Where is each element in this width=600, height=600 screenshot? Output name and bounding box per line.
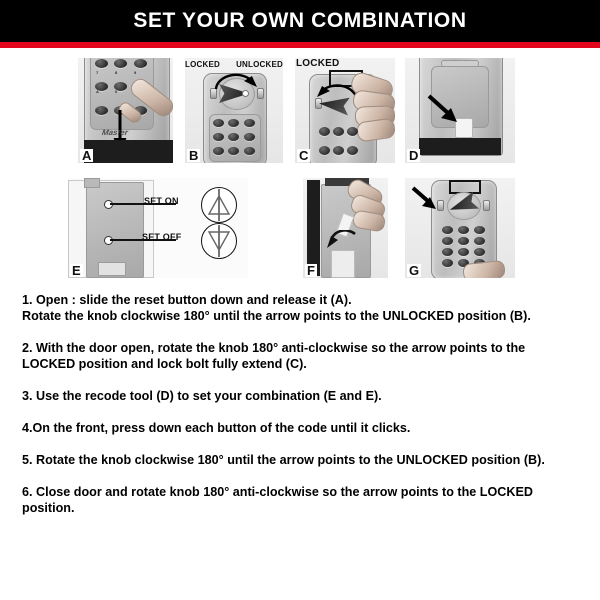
keypad-button xyxy=(333,127,344,136)
instruction-line: 1. Open : slide the reset button down and release it (A). xyxy=(22,293,352,307)
keypad-button xyxy=(228,133,239,141)
keypad-button xyxy=(474,237,485,245)
diagonal-arrow-icon xyxy=(427,94,461,126)
figure-panel-d xyxy=(405,58,515,163)
keypad-button xyxy=(458,237,469,245)
keypad-button xyxy=(458,248,469,256)
keypad-button xyxy=(442,259,453,267)
instruction-step xyxy=(22,484,584,516)
state-label-locked: LOCKED xyxy=(296,58,340,69)
panel-label-d: D xyxy=(409,148,419,163)
keypad-label: C xyxy=(96,108,99,113)
keypad-button xyxy=(347,127,358,136)
keypad-button xyxy=(228,119,239,127)
hand-illustration xyxy=(462,260,506,278)
keypad-button xyxy=(244,119,255,127)
diagonal-arrow-icon xyxy=(411,186,439,212)
set-off-pin xyxy=(104,236,113,245)
hinge-tab xyxy=(84,178,100,188)
panel-label-e: E xyxy=(72,263,81,278)
state-label-locked: LOCKED xyxy=(185,60,220,69)
figure-panel-e xyxy=(68,178,248,278)
set-off-label: SET OFF xyxy=(142,232,182,242)
set-on-label: SET ON xyxy=(144,196,179,206)
set-on-pin xyxy=(104,200,113,209)
instruction-line: LOCKED position and lock bolt fully extend (C). xyxy=(22,357,307,371)
keypad-button xyxy=(333,146,344,155)
keypad-label: 7 xyxy=(96,70,99,75)
bottom-slot xyxy=(98,262,126,276)
instruction-line: 6. Close door and rotate knob 180° anti-clockwise so the arrow points to the LOCKED xyxy=(22,485,533,499)
panel-label-a: A xyxy=(82,148,92,163)
keypad-button xyxy=(442,237,453,245)
clockwise-arrow-icon xyxy=(213,71,259,93)
door-edge-shadow xyxy=(307,180,320,276)
instruction-line: position. xyxy=(22,501,75,515)
set-off-symbol-circle xyxy=(201,223,237,259)
keypad-button xyxy=(213,133,224,141)
panel-label-b: B xyxy=(189,148,199,163)
instruction-line: 2. With the door open, rotate the knob 180° anti-clockwise so the arrow points to the xyxy=(22,341,526,355)
lower-plate xyxy=(331,250,355,278)
state-label-unlocked: UNLOCKED xyxy=(236,60,283,69)
panel-label-f: F xyxy=(307,263,315,278)
figure-panel-g xyxy=(405,178,515,278)
keypad-button xyxy=(347,146,358,155)
keypad-button xyxy=(474,226,485,234)
figure-grid xyxy=(0,48,600,288)
panel-label-c: C xyxy=(299,148,309,163)
keypad-button xyxy=(319,146,330,155)
figure-panel-b xyxy=(185,58,283,163)
curved-arrow-icon xyxy=(325,230,359,252)
keypad-button xyxy=(442,226,453,234)
figure-panel-f xyxy=(303,178,388,278)
keypad-button xyxy=(95,59,108,68)
keypad-button xyxy=(213,147,224,155)
set-on-symbol-circle xyxy=(201,187,237,223)
page-title: SET YOUR OWN COMBINATION xyxy=(133,9,467,32)
keypad-button xyxy=(442,248,453,256)
keypad-button xyxy=(114,59,127,68)
shadow-strip xyxy=(84,140,173,163)
panel-label-g: G xyxy=(409,263,420,278)
keypad-label: A xyxy=(96,89,99,94)
keypad-button xyxy=(228,147,239,155)
keypad-label: 9 xyxy=(134,70,137,75)
keypad-button xyxy=(244,147,255,155)
instruction-step xyxy=(22,452,584,468)
down-triangle-icon xyxy=(202,224,236,258)
instruction-line: 4.On the front, press down each button of the code until it clicks. xyxy=(22,421,411,435)
instruction-line: Rotate the knob clockwise 180° until the arrow points to the UNLOCKED position (B). xyxy=(22,309,531,323)
instructions-list xyxy=(22,292,584,532)
figure-panel-a xyxy=(78,58,173,163)
keypad-label: 0 xyxy=(115,89,118,94)
bolt-slot-right xyxy=(483,200,490,211)
instruction-step xyxy=(22,292,584,324)
instruction-step xyxy=(22,388,584,404)
instruction-line: 3. Use the recode tool (D) to set your combination (E and E). xyxy=(22,389,382,403)
keypad-button xyxy=(474,248,485,256)
keypad-label: 8 xyxy=(115,70,118,75)
keypad xyxy=(211,116,257,158)
instruction-step xyxy=(22,340,584,372)
up-triangle-icon xyxy=(202,188,236,222)
instruction-step xyxy=(22,420,584,436)
keypad-button xyxy=(134,59,147,68)
figure-panel-c xyxy=(295,58,395,163)
keypad-button xyxy=(319,127,330,136)
keypad-button xyxy=(458,226,469,234)
instruction-line: 5. Rotate the knob clockwise 180° until the arrow points to the UNLOCKED position (B). xyxy=(22,453,545,467)
latch-bar xyxy=(441,60,479,67)
keypad xyxy=(317,122,359,160)
page-header xyxy=(0,0,600,42)
keypad-button xyxy=(244,133,255,141)
keypad-button xyxy=(213,119,224,127)
shadow-strip xyxy=(419,138,501,155)
brand-text: Master xyxy=(101,128,129,137)
